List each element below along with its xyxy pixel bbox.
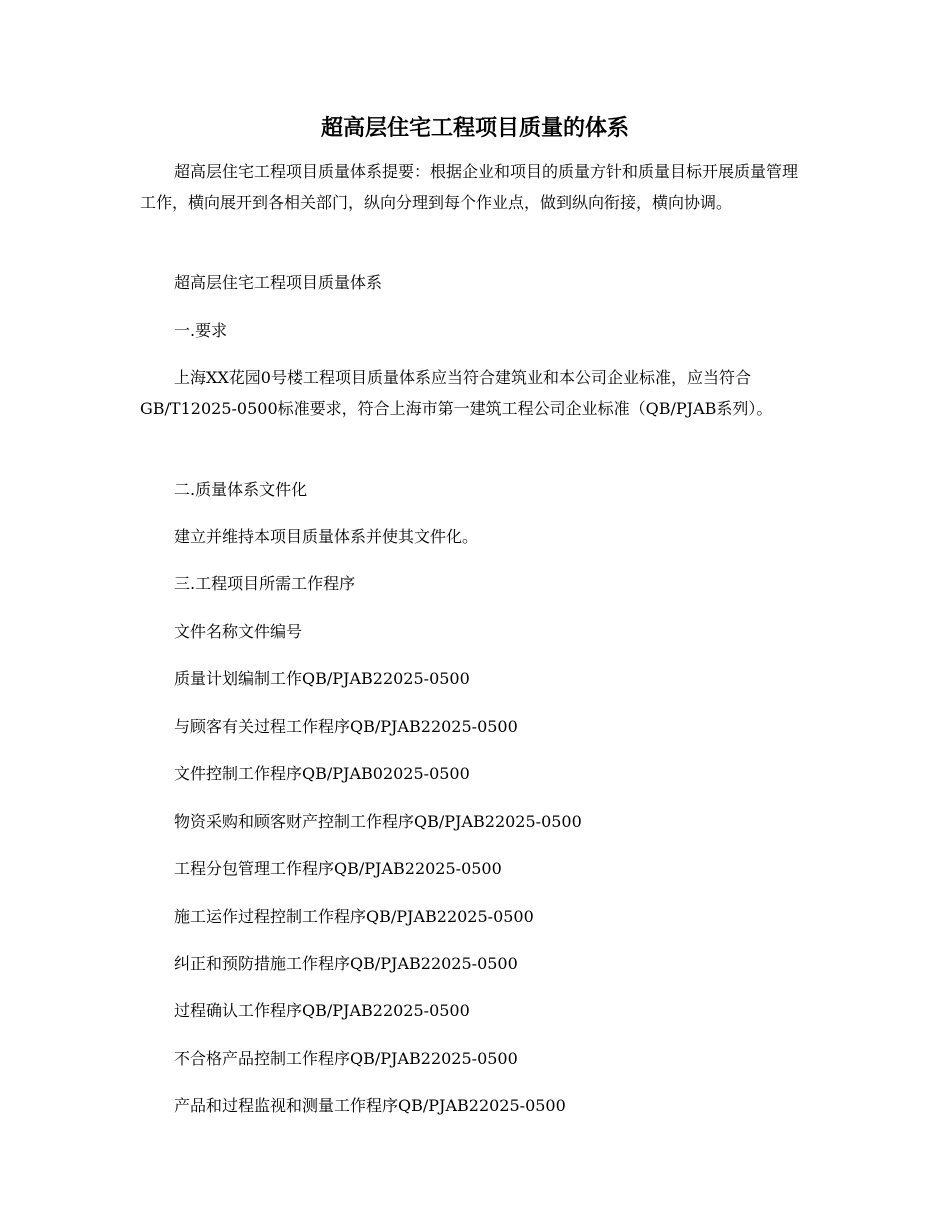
procedure-item: 文件控制工作程序QB/PJAB02025-0500 xyxy=(174,764,470,783)
document-title: 超高层住宅工程项目质量的体系 xyxy=(320,115,629,141)
procedure-item: 过程确认工作程序QB/PJAB22025-0500 xyxy=(174,1001,470,1020)
procedure-item: 纠正和预防措施工作程序QB/PJAB22025-0500 xyxy=(174,954,518,973)
procedure-item: 质量计划编制工作QB/PJAB22025-0500 xyxy=(174,669,470,688)
section-2-heading: 二.质量体系文件化 xyxy=(174,480,308,499)
section-3-heading: 三.工程项目所需工作程序 xyxy=(174,574,356,593)
procedure-item: 物资采购和顾客财产控制工作程序QB/PJAB22025-0500 xyxy=(174,812,582,831)
section-1-body: 上海XX花园0号楼工程项目质量体系应当符合建筑业和本公司企业标准，应当符合GB/T12025-0500标准要求，符合上海市第一建筑工程公司企业标准（QB/PJAB系列）。 xyxy=(140,368,773,418)
section-2-body: 建立并维持本项目质量体系并使其文件化。 xyxy=(174,527,479,546)
procedure-item: 不合格产品控制工作程序QB/PJAB22025-0500 xyxy=(174,1049,518,1068)
procedure-table-header: 文件名称文件编号 xyxy=(174,622,303,641)
procedure-item: 施工运作过程控制工作程序QB/PJAB22025-0500 xyxy=(174,907,534,926)
procedure-item: 与顾客有关过程工作程序QB/PJAB22025-0500 xyxy=(174,717,518,736)
procedure-item: 工程分包管理工作程序QB/PJAB22025-0500 xyxy=(174,859,502,878)
subtitle: 超高层住宅工程项目质量体系 xyxy=(174,273,383,292)
procedure-item: 产品和过程监视和测量工作程序QB/PJAB22025-0500 xyxy=(174,1096,566,1115)
intro-paragraph: 超高层住宅工程项目质量体系提要：根据企业和项目的质量方针和质量目标开展质量管理工作，横向展开到各相关部门，纵向分理到每个作业点，做到纵向衔接，横向协调。 xyxy=(140,162,799,212)
section-1-heading: 一.要求 xyxy=(174,321,228,340)
